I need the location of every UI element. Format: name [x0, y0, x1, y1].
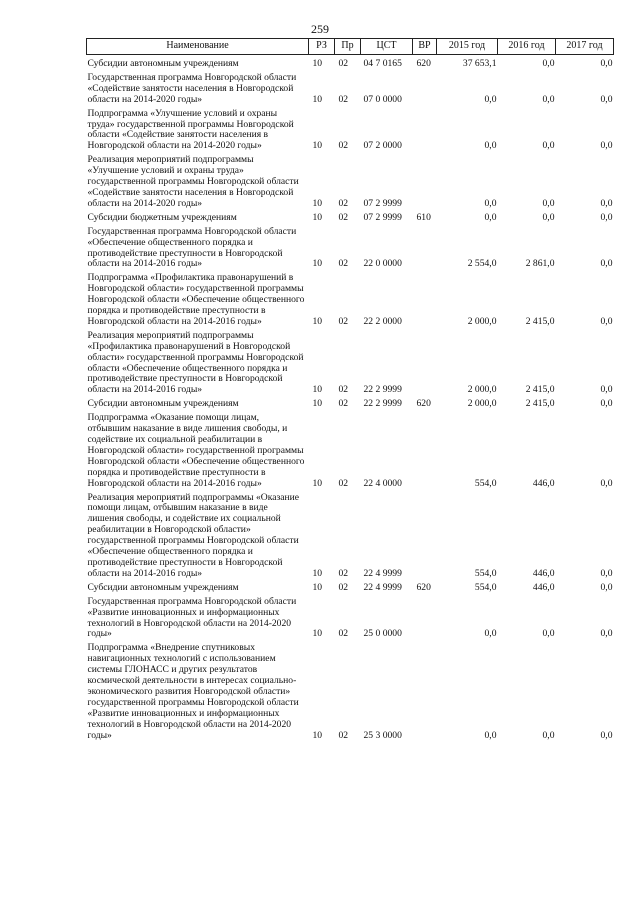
- cell-2016: 2 415,0: [525, 384, 555, 396]
- cell-2017: 0,0: [600, 315, 613, 327]
- cell-vr: [413, 270, 437, 328]
- cell-cst: 22 2 9999: [363, 398, 402, 410]
- cell-cst: 22 0 0000: [363, 258, 402, 270]
- cell-vr: [413, 224, 437, 271]
- cell-2016: 446,0: [532, 581, 555, 593]
- cell-cst: 25 0 0000: [363, 628, 402, 640]
- cell-name: Субсидии автономным учреждениям: [87, 398, 239, 410]
- cell-2017: 0,0: [600, 197, 613, 209]
- cell-cst: 04 7 0165: [363, 58, 402, 69]
- cell-cst: 22 4 9999: [363, 581, 402, 593]
- cell-2017: 0,0: [600, 581, 613, 593]
- table-row: [87, 210, 614, 224]
- cell-name: Государственная программа Новгородской области «Обеспечение общественного порядка и противодействие преступности в Новгородской области на 2014-2016 годы»: [87, 225, 297, 270]
- cell-2016: 0,0: [542, 58, 555, 69]
- cell-rz: 10: [312, 58, 323, 69]
- cell-2017: 0,0: [600, 93, 613, 105]
- cell-2015: 2 000,0: [467, 384, 497, 396]
- cell-2016: 446,0: [532, 477, 555, 489]
- header-rz: РЗ: [309, 39, 335, 55]
- cell-2015: 0,0: [484, 197, 497, 209]
- cell-vr: 620: [416, 58, 431, 69]
- cell-2017: 0,0: [600, 211, 613, 223]
- cell-2016: 0,0: [542, 140, 555, 152]
- header-cst: ЦСТ: [361, 39, 413, 55]
- cell-2017: 0,0: [600, 398, 613, 410]
- table-row: [87, 70, 614, 106]
- cell-rz: 10: [312, 581, 323, 593]
- cell-name: Реализация мероприятий подпрограммы «Оказание помощи лицам, отбывшим наказание в виде лишения свободы, и содействие их социальной реабилитации в Новгородской области» государственной программы Новгородской области «Обеспечение общественного порядка и противодействие преступности в Новгородской области на 2014-2016 годы»: [87, 491, 300, 579]
- cell-name: Подпрограмма «Улучшение условий и охраны труда» государственной программы Новгородской области «Содействие занятости населения в Новгородской области на 2014-2020 годы»: [87, 107, 294, 152]
- cell-pr: 02: [338, 384, 349, 396]
- cell-2015: 554,0: [474, 477, 497, 489]
- cell-2016: 0,0: [542, 197, 555, 209]
- cell-cst: 07 2 9999: [363, 211, 402, 223]
- cell-2017: 0,0: [600, 140, 613, 152]
- cell-2017: 0,0: [600, 729, 613, 741]
- header-2015: 2015 год: [437, 39, 498, 55]
- cell-vr: [413, 410, 437, 489]
- cell-vr: [413, 490, 437, 580]
- cell-vr: [413, 640, 437, 741]
- cell-pr: 02: [338, 93, 349, 105]
- cell-2016: 0,0: [542, 211, 555, 223]
- cell-2017: 0,0: [600, 477, 613, 489]
- header-vr: ВР: [413, 39, 437, 55]
- cell-name: Субсидии автономным учреждениям: [87, 581, 239, 593]
- page-number: 259: [311, 22, 329, 36]
- cell-pr: 02: [338, 211, 349, 223]
- cell-2015: 554,0: [474, 567, 497, 579]
- cell-2016: 0,0: [542, 729, 555, 741]
- cell-2017: 0,0: [600, 628, 613, 640]
- cell-cst: 07 0 0000: [363, 93, 402, 105]
- cell-pr: 02: [338, 567, 349, 579]
- cell-vr: [413, 106, 437, 153]
- cell-pr: 02: [338, 58, 349, 69]
- table-row: [87, 410, 614, 489]
- cell-cst: 25 3 0000: [363, 729, 402, 741]
- cell-pr: 02: [338, 398, 349, 410]
- cell-cst: 07 2 9999: [363, 197, 402, 209]
- header-name: Наименование: [87, 39, 309, 55]
- table-row: [87, 106, 614, 153]
- cell-rz: 10: [312, 384, 323, 396]
- table-header-row: [87, 39, 614, 55]
- cell-2015: 0,0: [484, 729, 497, 741]
- cell-name: Государственная программа Новгородской области «Содействие занятости населения в Новгородской области на 2014-2020 годы»: [87, 71, 297, 105]
- cell-rz: 10: [312, 315, 323, 327]
- cell-name: Субсидии автономным учреждениям: [87, 58, 239, 69]
- cell-2016: 446,0: [532, 567, 555, 579]
- cell-name: Подпрограмма «Внедрение спутниковых навигационных технологий с использованием системы ГЛОНАСС и других результатов космической деятельности в интересах социально-экономического развития Новгородской области» государственной программы Новгородской области «Развитие инновационных и информационных технологий в Новгородской области на 2014-2020 годы»: [87, 642, 299, 741]
- cell-2016: 2 415,0: [525, 398, 555, 410]
- cell-pr: 02: [338, 197, 349, 209]
- cell-cst: 22 2 0000: [363, 315, 402, 327]
- cell-2015: 2 000,0: [467, 398, 497, 410]
- cell-rz: 10: [312, 398, 323, 410]
- cell-2015: 0,0: [484, 140, 497, 152]
- cell-vr: 620: [416, 581, 431, 593]
- cell-cst: 07 2 0000: [363, 140, 402, 152]
- cell-vr: [413, 70, 437, 106]
- table-row: [87, 224, 614, 271]
- cell-2016: 0,0: [542, 628, 555, 640]
- cell-rz: 10: [312, 477, 323, 489]
- cell-2017: 0,0: [600, 567, 613, 579]
- cell-vr: 620: [416, 398, 431, 410]
- table-row: [87, 580, 614, 594]
- cell-pr: 02: [338, 628, 349, 640]
- cell-rz: 10: [312, 258, 323, 270]
- cell-pr: 02: [338, 315, 349, 327]
- table-row: [87, 490, 614, 580]
- cell-2017: 0,0: [600, 58, 613, 69]
- cell-pr: 02: [338, 140, 349, 152]
- table-row: [87, 328, 614, 396]
- cell-2017: 0,0: [600, 258, 613, 270]
- cell-rz: 10: [312, 93, 323, 105]
- header-2017: 2017 год: [556, 39, 614, 55]
- cell-rz: 10: [312, 729, 323, 741]
- cell-2015: 37 653,1: [462, 58, 497, 69]
- table-row: [87, 594, 614, 641]
- cell-rz: 10: [312, 197, 323, 209]
- cell-rz: 10: [312, 628, 323, 640]
- cell-pr: 02: [338, 258, 349, 270]
- cell-pr: 02: [338, 477, 349, 489]
- header-pr: Пр: [335, 39, 361, 55]
- cell-2016: 2 861,0: [525, 258, 555, 270]
- table-row: [87, 152, 614, 210]
- cell-pr: 02: [338, 729, 349, 741]
- header-2016: 2016 год: [498, 39, 556, 55]
- table-row: [87, 270, 614, 328]
- table-row: [87, 640, 614, 741]
- table-row: [87, 396, 614, 410]
- cell-name: Государственная программа Новгородской области «Развитие инновационных и информационных технологий в Новгородской области на 2014-2020 годы»: [87, 595, 297, 640]
- cell-2016: 0,0: [542, 93, 555, 105]
- cell-2015: 2 000,0: [467, 315, 497, 327]
- cell-name: Реализация мероприятий подпрограммы «Улучшение условий и охраны труда» государственной программы Новгородской области «Содействие занятости населения в Новгородской области на 2014-2020 годы»: [87, 154, 299, 209]
- budget-table: [86, 38, 614, 741]
- cell-name: Подпрограмма «Оказание помощи лицам, отбывшим наказание в виде лишения свободы, и содействие их социальной реабилитации в Новгородской области» государственной программы Новгородской области «Обеспечение общественного порядка и противодействие преступности в Новгородской области на 2014-2016 годы»: [87, 412, 305, 489]
- cell-vr: 610: [416, 211, 431, 223]
- table-row: [87, 55, 614, 70]
- cell-2015: 0,0: [484, 211, 497, 223]
- cell-pr: 02: [338, 581, 349, 593]
- cell-2015: 0,0: [484, 628, 497, 640]
- cell-name: Субсидии бюджетным учреждениям: [87, 211, 237, 223]
- table-body: [87, 55, 614, 742]
- cell-vr: [413, 594, 437, 641]
- cell-2015: 2 554,0: [467, 258, 497, 270]
- cell-vr: [413, 328, 437, 396]
- cell-2017: 0,0: [600, 384, 613, 396]
- cell-2016: 2 415,0: [525, 315, 555, 327]
- cell-rz: 10: [312, 140, 323, 152]
- cell-cst: 22 4 9999: [363, 567, 402, 579]
- cell-rz: 10: [312, 211, 323, 223]
- cell-name: Реализация мероприятий подпрограммы «Профилактика правонарушений в Новгородской области» государственной программы Новгородской области «Обеспечение общественного порядка и противодействие преступности в Новгородской области на 2014-2016 годы»: [87, 329, 304, 396]
- cell-2015: 0,0: [484, 93, 497, 105]
- cell-vr: [413, 152, 437, 210]
- cell-cst: 22 4 0000: [363, 477, 402, 489]
- cell-2015: 554,0: [474, 581, 497, 593]
- cell-name: Подпрограмма «Профилактика правонарушений в Новгородской области» государственной программы Новгородской области «Обеспечение общественного порядка и противодействие преступности в Новгородской области на 2014-2016 годы»: [87, 272, 305, 327]
- cell-rz: 10: [312, 567, 323, 579]
- cell-cst: 22 2 9999: [363, 384, 402, 396]
